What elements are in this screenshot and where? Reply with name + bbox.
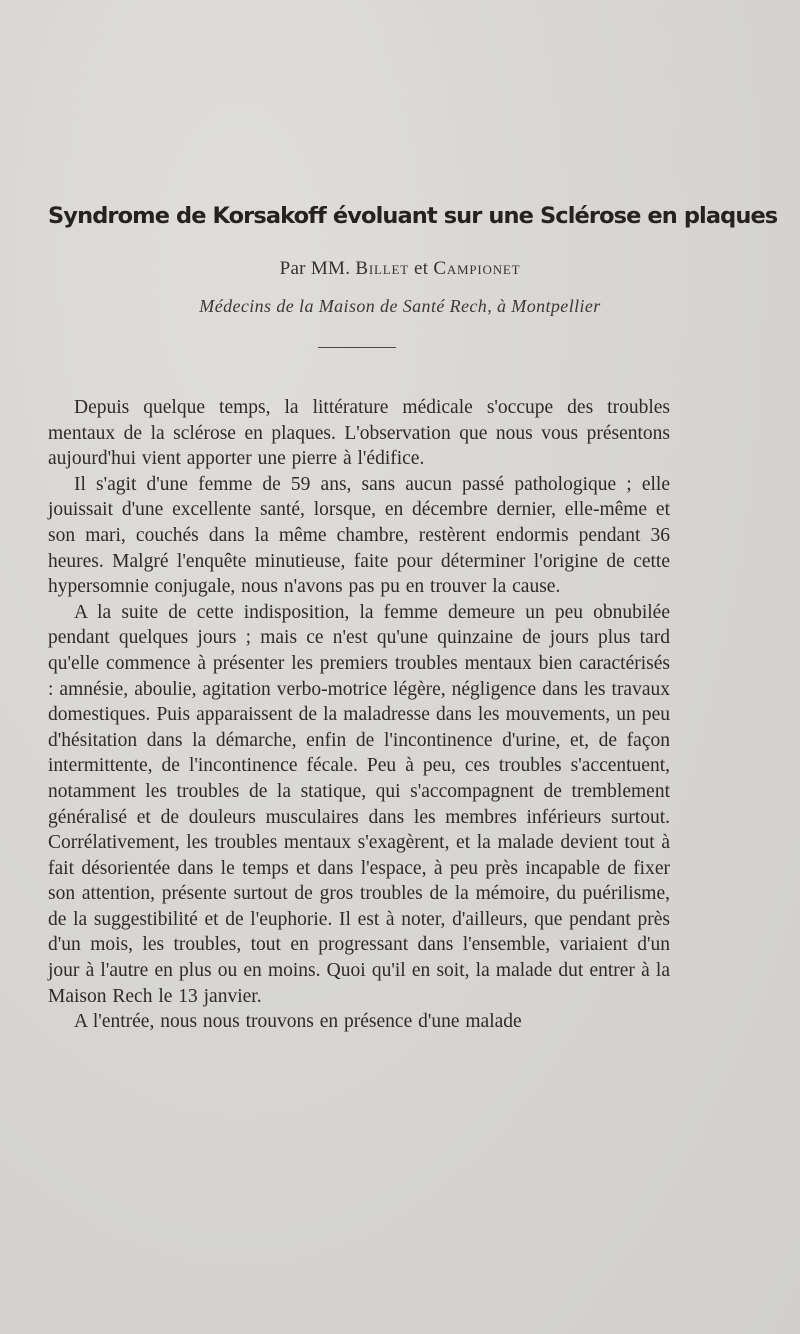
paragraph-symptoms: A la suite de cette indisposition, la femme demeure un peu obnubilée pendant quelques jours ; mais ce n'est qu'une quinzaine de jours plus tard qu'elle commence à présenter les premiers troubles mentaux bien caractérisés : amnésie, aboulie, agitation verbo-motrice légère, négligence dans les travaux domestiques. Puis apparaissent de la maladresse dans les mouvements, un peu d'hésitation dans la démarche, enfin de l'incontinence d'urine, et, de façon intermittente, de l'incontinence fécale. Peu à peu, ces troubles s'accentuent, notamment les troubles de la statique, qui s'accompagnent de tremblement généralisé et de douleurs musculaires dans les membres inférieurs surtout. Corrélativement, les troubles mentaux s'exagèrent, et la malade devient tout à fait désorientée dans le temps et dans l'espace, à peu près incapable de fixer son attention, présente surtout de gros troubles de la mémoire, du puérilisme, de la suggestibilité et de l'euphorie. Il est à noter, d'ailleurs, que pendant près d'un mois, les troubles, tout en progressant dans l'ensemble, variaient d'un jour à l'autre en plus ou en moins. Quoi qu'il en soit, la malade dut entrer à la Maison Rech le 13 janvier. xyxy=(48,601,670,1007)
article-body xyxy=(48,395,670,1035)
author-affiliation: Médecins de la Maison de Santé Rech, à Montpellier xyxy=(199,296,601,316)
paragraph-admission: A l'entrée, nous nous trouvons en présence d'une malade xyxy=(74,1011,522,1033)
byline-prefix: Par MM. xyxy=(279,258,351,279)
author-campionet: Campionet xyxy=(433,258,521,279)
title-separator-rule xyxy=(318,347,396,348)
byline xyxy=(0,258,800,280)
paragraph-introduction: Depuis quelque temps, la littérature médicale s'occupe des troubles mentaux de la sclérose en plaques. L'observation que nous vous présentons aujourd'hui vient apporter une pierre à l'édifice. xyxy=(48,397,670,470)
paragraph-case-history: Il s'agit d'une femme de 59 ans, sans aucun passé pathologique ; elle jouissait d'une excellente santé, lorsque, en décembre dernier, elle-même et son mari, couchés dans la même chambre, restèrent endormis pendant 36 heures. Malgré l'enquête minutieuse, faite pour déterminer l'origine de cette hypersomnie conjugale, nous n'avons pas pu en trouver la cause. xyxy=(48,473,670,598)
article-title: Syndrome de Korsakoff évoluant sur une Sclérose en plaques xyxy=(48,203,778,229)
byline-conjunction: et xyxy=(414,258,429,279)
author-billet: Billet xyxy=(355,258,409,279)
